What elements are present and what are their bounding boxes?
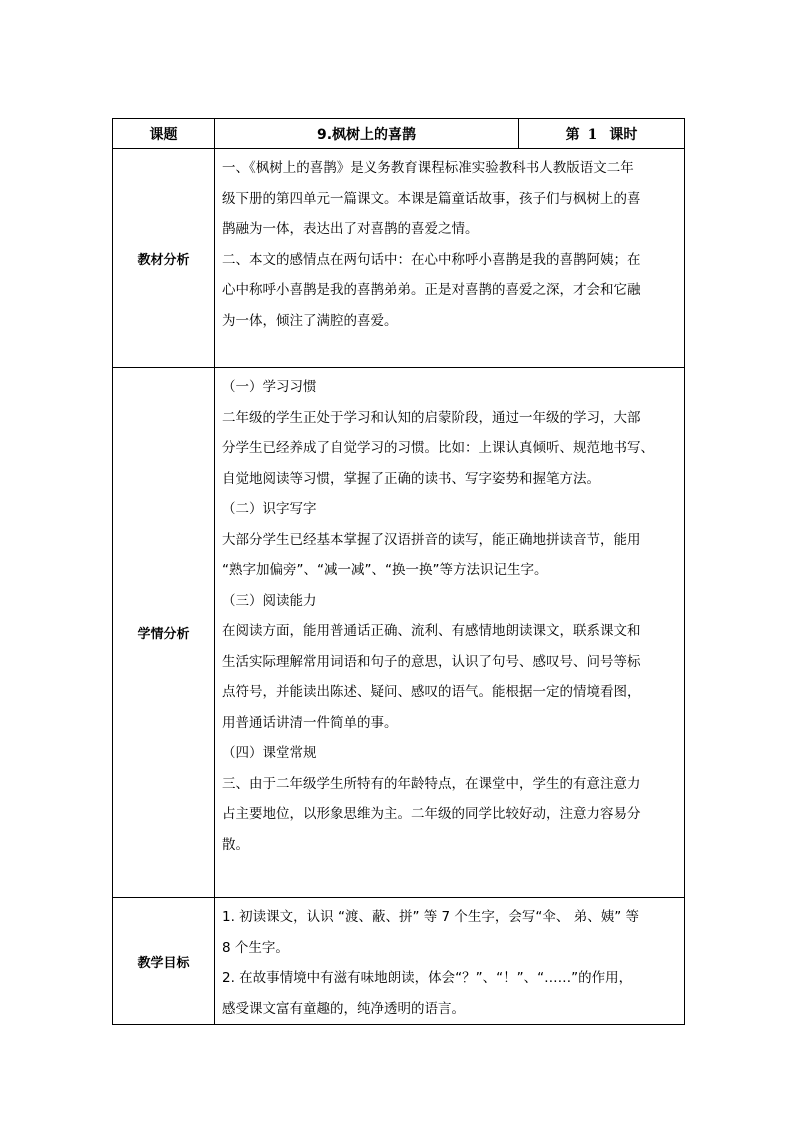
text-line: 感受课文富有童趣的，纯净透明的语言。: [222, 1000, 465, 1017]
textbook-analysis-content: [215, 149, 685, 368]
text-line: 心中称呼小喜鹊是我的喜鹊弟弟。正是对喜鹊的喜爱之深，才会和它融: [222, 282, 641, 298]
period-prefix: 第: [565, 126, 580, 143]
text-line: 占主要地位，以形象思维为主。二年级的同学比较好动，注意力容易分: [222, 806, 641, 822]
textbook-analysis-label: 教材分析: [113, 149, 215, 368]
subheading: （二）识字写字: [222, 501, 317, 517]
text-line: 在阅读方面，能用普通话正确、流利、有感情地朗读课文，联系课文和: [222, 623, 641, 639]
text-line: “熟字加偏旁”、“减一减”、“换一换”等方法识记生字。: [222, 562, 548, 578]
text-line: 生活实际理解常用词语和句子的意思，认识了句号、感叹号、问号等标: [222, 653, 641, 670]
textbook-analysis-row: [113, 149, 685, 368]
text-line: 自觉地阅读等习惯，掌握了正确的读书、写字姿势和握笔方法。: [222, 470, 600, 487]
text-line: 为一体，倾注了满腔的喜爱。: [222, 312, 398, 329]
text-line: 2. 在故事情境中有滋有味地朗读，体会“？”、“！”、“……”的作用，: [222, 970, 633, 986]
period-suffix: 课时: [609, 126, 638, 143]
text-line: 三、由于二年级学生所特有的年龄特点，在课堂中，学生的有意注意力: [222, 775, 641, 792]
text-line: 二、本文的感情点在两句话中：在心中称呼小喜鹊是我的喜鹊阿姨；在: [222, 251, 641, 268]
subheading: （三）阅读能力: [222, 592, 317, 609]
text-line: 鹊融为一体，表达出了对喜鹊的喜爱之情。: [222, 221, 479, 237]
student-analysis-label: 学情分析: [113, 368, 215, 898]
teaching-goals-content: [215, 898, 685, 1025]
text-line: 级下册的第四单元一篇课文。本课是篇童话故事，孩子们与枫树上的喜: [222, 190, 641, 207]
text-line: 1. 初读课文，认识 “渡、蔽、拼” 等 7 个生字，会写“伞、 弟、姨” 等: [222, 909, 639, 925]
text-line: 点符号，并能读出陈述、疑问、感叹的语气。能根据一定的情境看图，: [222, 684, 641, 700]
text-line: 散。: [222, 836, 249, 853]
student-analysis-content: [215, 368, 685, 898]
text-line: 用普通话讲清一件简单的事。: [222, 714, 398, 731]
period-number: 1: [587, 126, 598, 143]
teaching-goals-label: 教学目标: [113, 898, 215, 1025]
subheading: （一）学习习惯: [222, 379, 317, 395]
teaching-goals-row: [113, 898, 685, 1025]
text-line: 一、《枫树上的喜鹊》是义务教育课程标准实验教科书人教版语文二年: [222, 160, 634, 176]
topic-label: 课题: [113, 119, 215, 149]
lesson-title: 9.枫树上的喜鹊: [215, 119, 519, 149]
header-row: [113, 119, 685, 149]
subheading: （四）课堂常规: [222, 745, 317, 761]
text-line: 8 个生字。: [222, 939, 289, 956]
lesson-period: [519, 119, 685, 149]
text-line: 大部分学生已经基本掌握了汉语拼音的读写，能正确地拼读音节，能用: [222, 531, 641, 548]
student-analysis-row: [113, 368, 685, 898]
text-line: 分学生已经养成了自觉学习的习惯。比如：上课认真倾听、规范地书写、: [222, 440, 654, 456]
lesson-plan-table: [112, 118, 685, 1025]
text-line: 二年级的学生正处于学习和认知的启蒙阶段，通过一年级的学习，大部: [222, 409, 641, 426]
